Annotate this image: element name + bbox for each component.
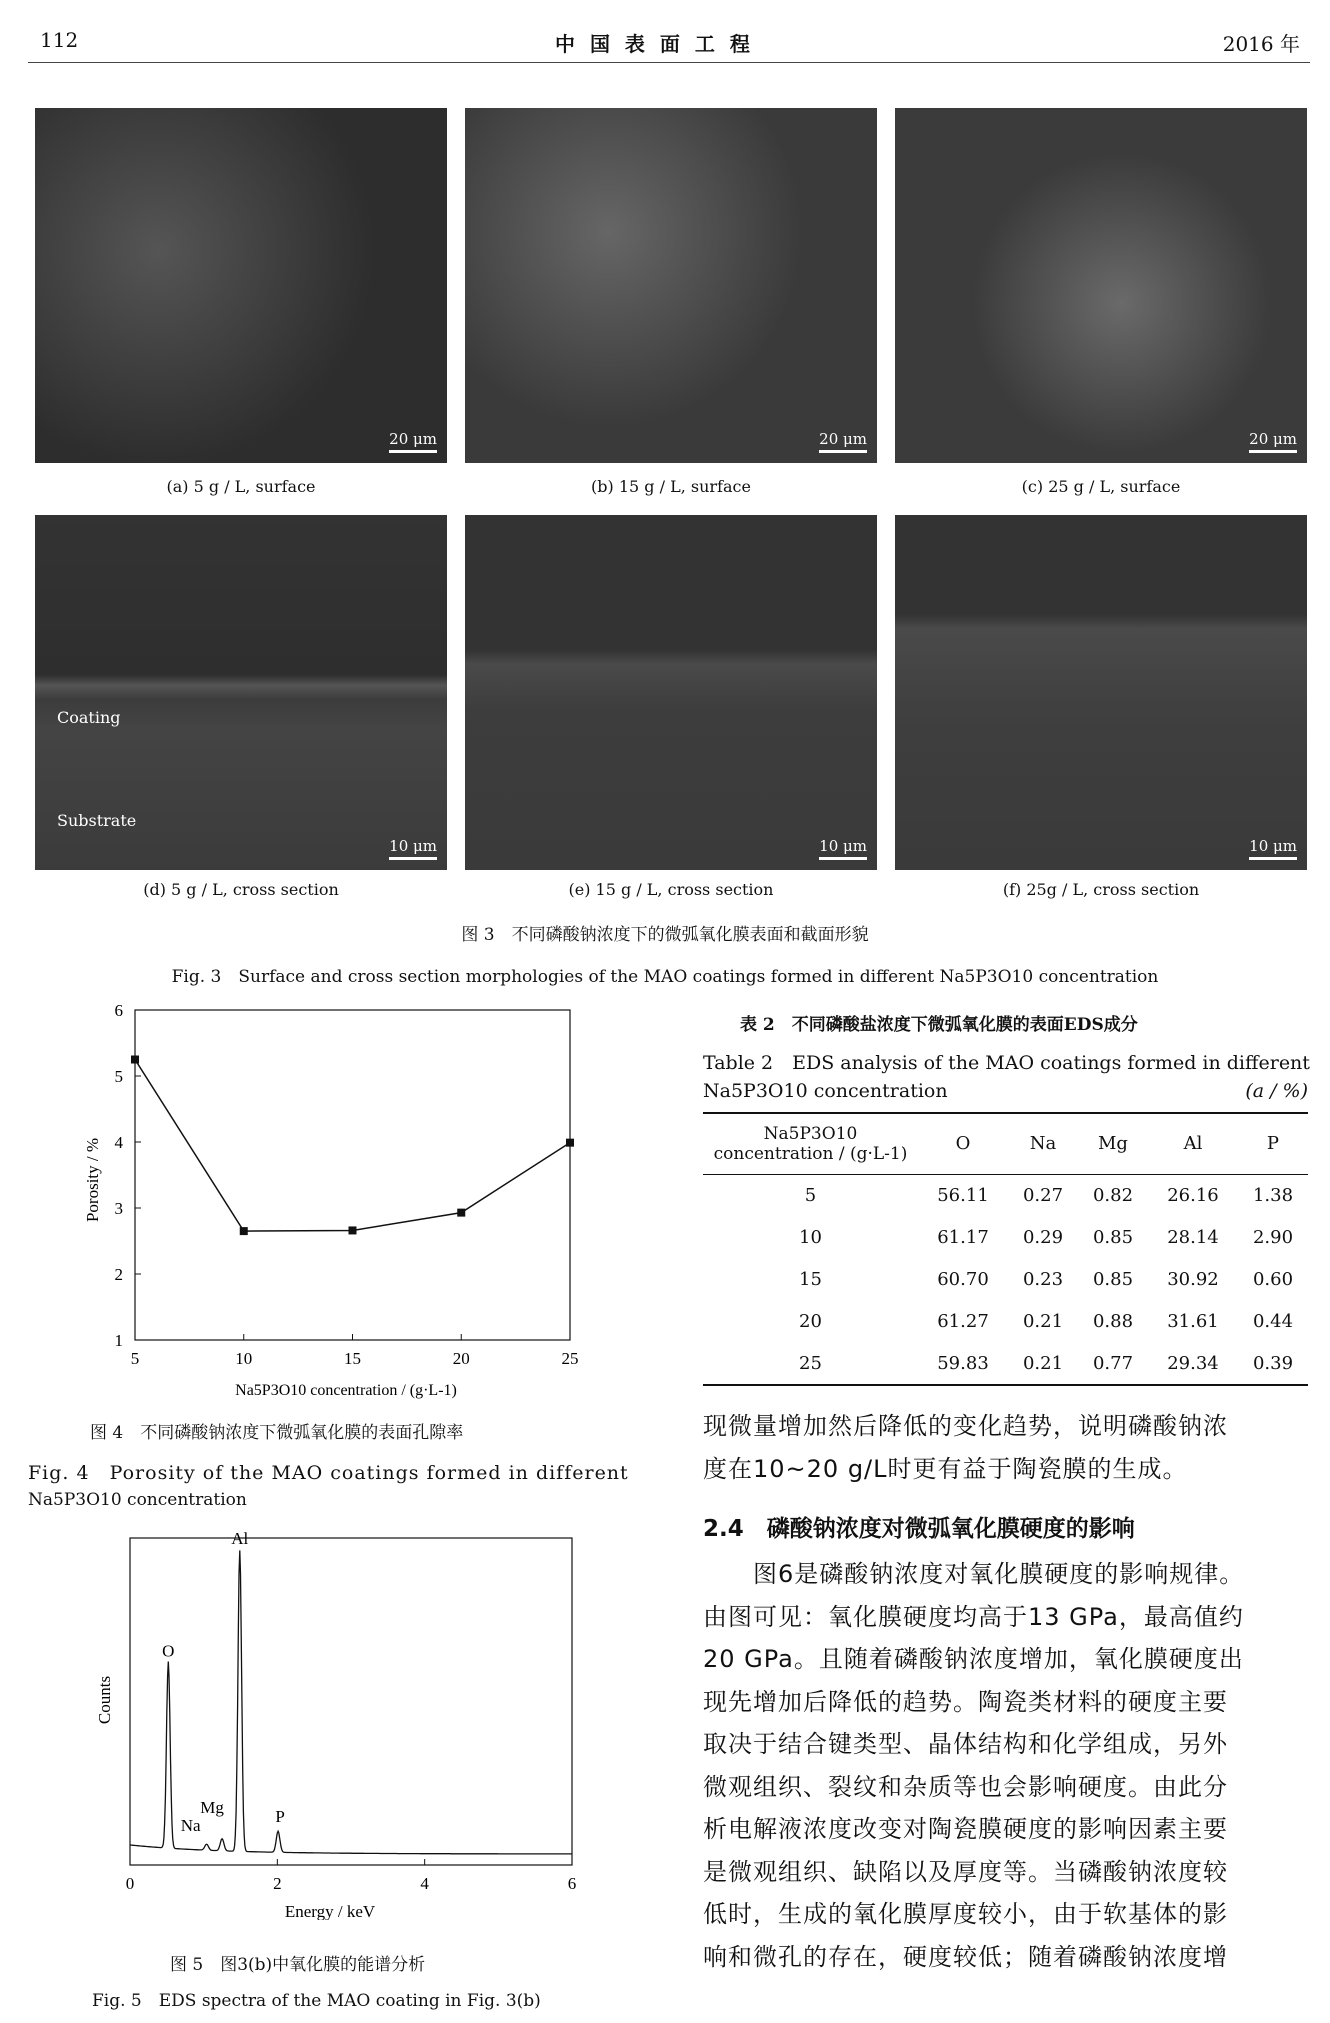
y-axis-label: Counts (95, 1675, 114, 1725)
peak-label: Na (180, 1815, 201, 1835)
data-point (240, 1227, 248, 1235)
peak-label: Mg (200, 1797, 224, 1817)
table-cell: 59.83 (937, 1352, 989, 1374)
y-axis-label: Porosity / % (83, 1137, 102, 1223)
fig4-caption-en-2: Na5P3O10 concentration (28, 1490, 247, 1510)
data-point (457, 1209, 465, 1217)
table-cell: 10 (799, 1226, 822, 1248)
col-head: Na (1029, 1133, 1057, 1155)
y-tick-label: 4 (114, 1133, 123, 1152)
table-cell: 2.90 (1252, 1226, 1294, 1248)
sem-panel-e (465, 515, 877, 870)
scale-bar: 10 μm (389, 837, 437, 860)
text-line: 微观组织、裂纹和杂质等也会影响硬度。由此分 (703, 1772, 1228, 1801)
x-tick-label: 6 (567, 1874, 577, 1893)
table-cell: 26.16 (1167, 1184, 1219, 1206)
text-line: 20 GPa。且随着磷酸钠浓度增加，氧化膜硬度出 (703, 1645, 1244, 1673)
table-cell: 0.85 (1092, 1226, 1134, 1248)
porosity-chart (60, 995, 680, 1405)
fig5-caption-cn: 图 5 图3(b)中氧化膜的能谱分析 (170, 1955, 426, 1975)
scale-bar: 20 μm (389, 430, 437, 453)
text-line: 由图可见：氧化膜硬度均高于13 GPa，最高值约 (703, 1602, 1244, 1631)
scale-bar: 20 μm (819, 430, 867, 453)
col-head: Mg (1098, 1133, 1128, 1155)
col-head-concentration: Na5P3O10 (763, 1123, 858, 1144)
col-head: P (1266, 1133, 1280, 1155)
table2-caption-cn: 表 2 不同磷酸盐浓度下微弧氧化膜的表面EDS成分 (740, 1015, 1138, 1035)
scale-bar: 10 μm (819, 837, 867, 860)
porosity-series-line (135, 1060, 570, 1232)
text-line: 是微观组织、缺陷以及厚度等。当磷酸钠浓度较 (703, 1857, 1228, 1886)
table-cell: 0.85 (1092, 1268, 1134, 1290)
sem-panel-a (35, 108, 447, 463)
table-row (703, 1174, 1308, 1216)
y-tick-label: 6 (114, 1001, 123, 1020)
table-cell: 0.39 (1252, 1352, 1294, 1374)
journal-title: 中 国 表 面 工 程 (555, 32, 754, 56)
coating-label: Coating (57, 708, 121, 727)
sem-panel-b (465, 108, 877, 463)
header-rule (28, 62, 1310, 63)
table-cell: 0.21 (1022, 1310, 1064, 1332)
text-line: 低时，生成的氧化膜厚度较小，由于软基体的影 (703, 1900, 1228, 1928)
col-head: Al (1183, 1133, 1203, 1155)
table-cell: 0.82 (1092, 1184, 1134, 1206)
table-cell: 0.88 (1092, 1310, 1134, 1332)
y-tick-label: 3 (114, 1199, 123, 1218)
text-line: 度在10~20 g/L时更有益于陶瓷膜的生成。 (703, 1454, 1188, 1483)
text-line: 现先增加后降低的趋势。陶瓷类材料的硬度主要 (703, 1687, 1228, 1716)
x-axis-label: Na5P3O10 concentration / (g·L-1) (235, 1382, 457, 1399)
scale-bar: 20 μm (1249, 430, 1297, 453)
panel-a-label: (a) 5 g / L, surface (166, 477, 316, 496)
data-point (349, 1226, 357, 1234)
fig4-caption-en-1: Fig. 4 Porosity of the MAO coatings formed in different (28, 1462, 629, 1484)
text-line: 现微量增加然后降低的变化趋势，说明磷酸钠浓 (703, 1412, 1228, 1440)
x-tick-label: 4 (420, 1874, 429, 1893)
table-cell: 0.44 (1252, 1310, 1294, 1332)
table-row (703, 1216, 1308, 1258)
text-line: 图6是磷酸钠浓度对氧化膜硬度的影响规律。 (703, 1560, 1245, 1588)
fig3-caption-cn: 图 3 不同磷酸钠浓度下的微弧氧化膜表面和截面形貌 (461, 925, 869, 945)
table-cell: 25 (799, 1352, 822, 1374)
table-cell: 0.29 (1022, 1226, 1064, 1248)
x-tick-label: 10 (235, 1349, 253, 1368)
data-point (131, 1056, 139, 1064)
x-tick-label: 25 (561, 1349, 579, 1368)
x-axis-label: Energy / keV (284, 1902, 376, 1920)
x-tick-label: 20 (452, 1349, 470, 1368)
table-cell: 1.38 (1252, 1184, 1294, 1206)
body-text-2 (703, 1553, 1244, 1978)
fig3-caption-en: Fig. 3 Surface and cross section morphologies of the MAO coatings formed in different Na5P3O10 concentration (171, 967, 1159, 987)
fig5-caption-en: Fig. 5 EDS spectra of the MAO coating in Fig. 3(b) (92, 1991, 541, 2011)
table-cell: 61.27 (937, 1310, 989, 1332)
eds-table (703, 1112, 1308, 1386)
eds-spectrum-chart (90, 1530, 590, 1920)
fig4-caption-cn: 图 4 不同磷酸钠浓度下微弧氧化膜的表面孔隙率 (90, 1423, 464, 1443)
table-cell: 30.92 (1167, 1268, 1219, 1290)
scale-bar: 10 μm (1249, 837, 1297, 860)
table-cell: 56.11 (937, 1184, 989, 1206)
substrate-label: Substrate (57, 811, 137, 830)
year: 2016 年 (1222, 32, 1300, 56)
text-line: 析电解液浓度改变对陶瓷膜硬度的影响因素主要 (703, 1815, 1228, 1843)
table-row (703, 1342, 1308, 1384)
panel-c-label: (c) 25 g / L, surface (1021, 477, 1181, 496)
table-row (703, 1300, 1308, 1342)
page-number: 112 (40, 28, 79, 52)
col-head-concentration-unit: concentration / (g·L-1) (713, 1143, 908, 1164)
panel-d-label: (d) 5 g / L, cross section (143, 880, 339, 899)
table2-unit: (a / %) (1245, 1080, 1308, 1102)
table-cell: 60.70 (937, 1268, 989, 1290)
y-tick-label: 2 (114, 1265, 123, 1284)
table-cell: 29.34 (1167, 1352, 1219, 1374)
plot-frame (135, 1010, 570, 1340)
y-tick-label: 1 (114, 1331, 123, 1350)
text-line: 取决于结合键类型、晶体结构和化学组成，另外 (703, 1730, 1228, 1758)
sem-panel-f (895, 515, 1307, 870)
table-cell: 0.21 (1022, 1352, 1064, 1374)
data-point (566, 1139, 574, 1147)
table-cell: 5 (804, 1184, 817, 1206)
panel-b-label: (b) 15 g / L, surface (591, 477, 751, 496)
peak-label: Al (231, 1530, 249, 1548)
x-tick-label: 15 (344, 1349, 361, 1368)
body-text-1 (703, 1405, 1228, 1490)
panel-f-label: (f) 25g / L, cross section (1002, 880, 1200, 899)
table-cell: 0.77 (1092, 1352, 1134, 1374)
table-cell: 28.14 (1167, 1226, 1219, 1248)
table-row (703, 1258, 1308, 1300)
col-head: O (955, 1133, 971, 1155)
text-line: 响和微孔的存在，硬度较低；随着磷酸钠浓度增 (703, 1942, 1228, 1971)
spectrum-line (130, 1550, 572, 1854)
table2-caption-en-1: Table 2 EDS analysis of the MAO coatings formed in different (703, 1052, 1310, 1074)
table-cell: 20 (799, 1310, 822, 1332)
table-cell: 0.27 (1022, 1184, 1064, 1206)
peak-label: P (275, 1806, 285, 1826)
table2-caption-en-2: Na5P3O10 concentration (703, 1080, 948, 1102)
sem-panel-c (895, 108, 1307, 463)
table-cell: 61.17 (937, 1226, 989, 1248)
x-tick-label: 0 (125, 1874, 135, 1893)
peak-label: O (162, 1641, 175, 1661)
table-cell: 15 (799, 1268, 822, 1290)
y-tick-label: 5 (114, 1067, 123, 1086)
x-tick-label: 5 (130, 1349, 140, 1368)
panel-e-label: (e) 15 g / L, cross section (568, 880, 774, 899)
table-cell: 0.23 (1022, 1268, 1064, 1290)
sem-panel-d (35, 515, 447, 870)
section-heading: 2.4 磷酸钠浓度对微弧氧化膜硬度的影响 (703, 1516, 1135, 1542)
x-tick-label: 2 (273, 1874, 282, 1893)
table-cell: 31.61 (1167, 1310, 1219, 1332)
table-cell: 0.60 (1252, 1268, 1294, 1290)
